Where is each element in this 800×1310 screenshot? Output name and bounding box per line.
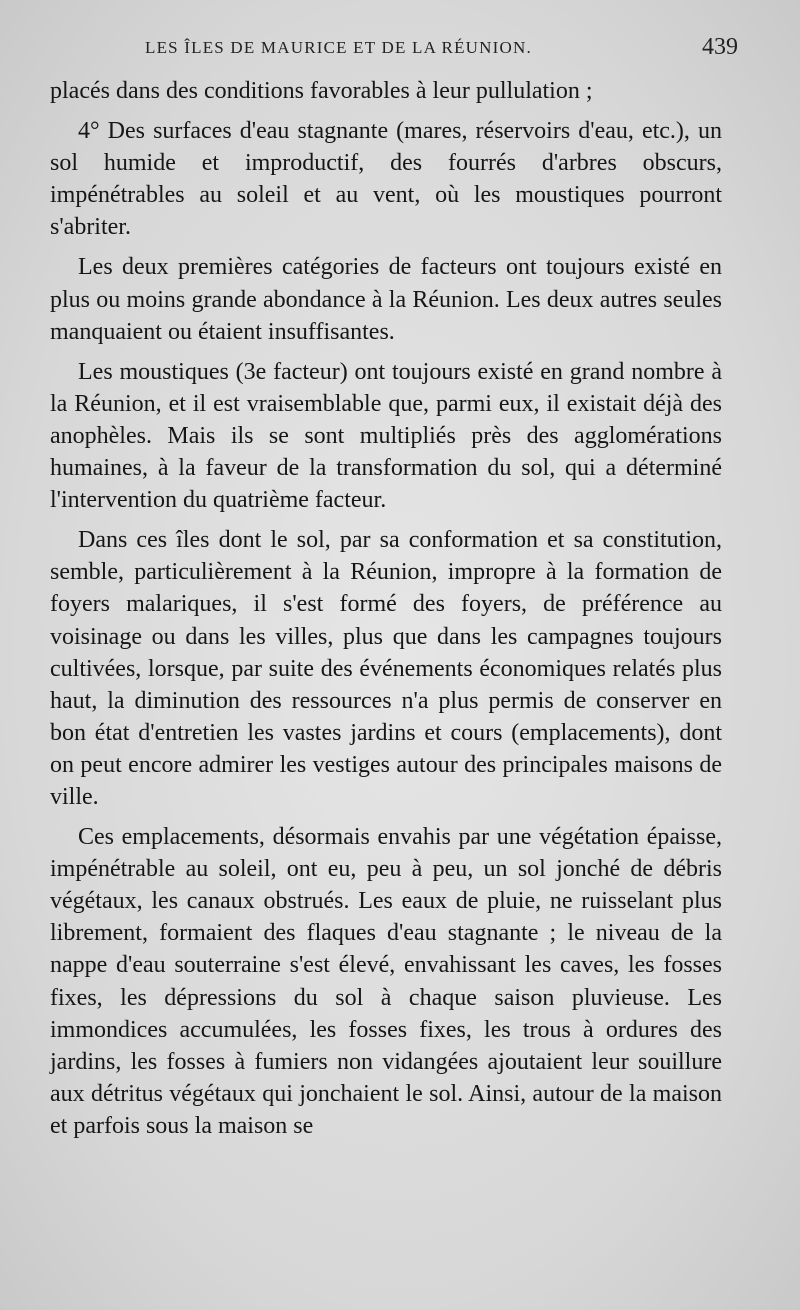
paragraph-mosquitoes: Les moustiques (3e facteur) ont toujours existé en grand nombre à la Réunion, et il est vraisemblable que, parmi eux, il existait déjà des anophèles. Mais ils se sont multipliés près des agglomérations humaines, à la faveur de la transformation du sol, qui a déterminé l'intervention du quatrième facteur. xyxy=(50,358,722,514)
paragraph-emplacements: Ces emplacements, désormais envahis par une végétation épaisse, impénétrable au soleil, ont eu, peu à peu, un sol jonché de débris végétaux, les canaux obstrués. Les eaux de pluie, ne ruisselant plus librement, formaient des flaques d'eau stagnante ; le niveau de la nappe d'eau souterraine s'est élevé, envahissant les caves, les fosses fixes, les dépressions du sol à chaque saison pluvieuse. Les immondices accumulées, les fosses fixes, les trous à ordures des jardins, les fosses à fumiers non vidangées ajoutaient leur souillure aux détritus végétaux qui jonchaient le sol. Ainsi, autour de la maison et parfois sous la maison se xyxy=(50,824,722,1139)
page-header xyxy=(145,34,738,64)
body-text xyxy=(50,75,722,1142)
running-title: LES ÎLES DE MAURICE ET DE LA RÉUNION. xyxy=(145,38,532,57)
paragraph-malaria-foci: Dans ces îles dont le sol, par sa conformation et sa constitution, semble, particulièrement à la Réunion, impropre à la formation de foyers malariques, il s'est formé des foyers, de préférence au voisinage ou dans les villes, plus que dans les campagnes toujours cultivées, lorsque, par suite des événements économiques relatés plus haut, la diminution des ressources n'a plus permis de conserver en bon état d'entretien les vastes jardins et cours (emplacements), dont on peut encore admirer les vestiges autour des principales maisons de ville. xyxy=(50,527,722,810)
paragraph-item-4: 4° Des surfaces d'eau stagnante (mares, réservoirs d'eau, etc.), un sol humide et improductif, des fourrés d'arbres obscurs, impénétrables au soleil et au vent, où les moustiques pourront s'abriter. xyxy=(50,118,722,241)
paragraph-factor-categories: Les deux premières catégories de facteurs ont toujours existé en plus ou moins grande abondance à la Réunion. Les deux autres seules manquaient ou étaient insuffisantes. xyxy=(50,254,722,345)
page-number: 439 xyxy=(702,34,738,60)
paragraph-continuation: placés dans des conditions favorables à leur pullulation ; xyxy=(50,78,593,104)
